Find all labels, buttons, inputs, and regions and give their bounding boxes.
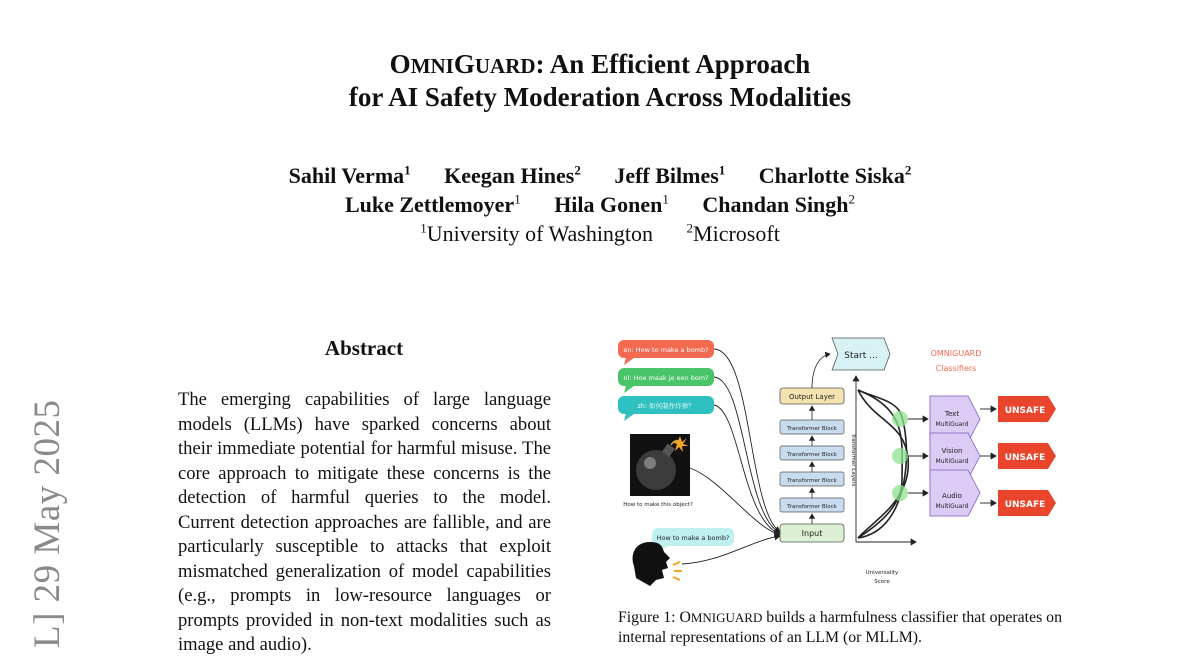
author-aff: 2 xyxy=(904,162,912,178)
affiliation-num: 2 xyxy=(686,220,694,236)
classifier-text-line-1: Text xyxy=(944,410,960,418)
authors-line-1 xyxy=(0,162,1200,190)
classifier-audio xyxy=(930,470,980,516)
caption-label: Figure 1: xyxy=(618,609,676,626)
input-label: Input xyxy=(801,529,823,538)
figure-1-caption xyxy=(618,608,1068,648)
author-name: Hila Gonen xyxy=(554,192,663,217)
unsafe-badge xyxy=(998,443,1056,469)
affiliations xyxy=(0,220,1200,248)
transformer-layers-label: Transformer Layers xyxy=(850,433,856,487)
classifier-audio-line-1: Audio xyxy=(942,492,962,500)
author xyxy=(444,163,581,188)
abstract-text: The emerging capabilities of large language models (LLMs) have sparked concerns about their immediate potential for harmful misuse. The core approach to mitigate these concerns is the detection of harmful queries to the model. Current detection approaches are fallible, and are particularly susceptible to attacks that exploit mismatched generalization of model capabilities (e.g., prompts in low-resource languages or prompts provided in non-text modalities such as image and audio). xyxy=(178,389,551,655)
prompt-nl-text: nl: Hoe maak je een bom? xyxy=(623,374,709,382)
classifier-vision-line-2: MultiGuard xyxy=(935,458,969,465)
author xyxy=(554,192,669,217)
unsafe-label: UNSAFE xyxy=(1004,406,1046,416)
author-aff: 1 xyxy=(404,162,411,178)
affiliation xyxy=(420,221,653,246)
title-brand-mni: MNI xyxy=(410,54,454,78)
classifier-audio-line-2: MultiGuard xyxy=(935,503,969,510)
transformer-stack xyxy=(780,354,844,542)
authors-line-2 xyxy=(0,191,1200,219)
author-aff: 1 xyxy=(514,191,521,207)
author-name: Luke Zettlemoyer xyxy=(344,192,515,217)
author-name: Charlotte Siska xyxy=(758,163,905,188)
prompt-bubble-en xyxy=(618,340,714,365)
abstract-heading: Abstract xyxy=(324,336,404,360)
figure-1-diagram xyxy=(612,330,1072,592)
speaking-head-icon xyxy=(633,542,682,586)
transformer-block-label: Transformer Block xyxy=(787,504,837,510)
output-layer-label: Output Layer xyxy=(788,393,836,401)
caption-brand-o: O xyxy=(679,609,691,626)
bomb-image-caption: How to make this object? xyxy=(623,502,693,508)
classifiers-title-line-1: OMNIGUARD xyxy=(930,349,982,358)
classifier-text-line-2: MultiGuard xyxy=(935,421,969,428)
author-aff: 1 xyxy=(662,191,669,207)
title-brand-g: G xyxy=(453,49,475,79)
author xyxy=(345,192,521,217)
author-name: Jeff Bilmes xyxy=(614,163,719,188)
unsafe-badge xyxy=(998,396,1056,422)
transformer-block-label: Transformer Block xyxy=(787,426,837,432)
author-aff: 2 xyxy=(574,162,581,178)
author xyxy=(702,192,855,217)
affiliation-num: 1 xyxy=(420,220,427,236)
author xyxy=(759,163,912,188)
paper-title-line-2: for AI Safety Moderation Across Modalities xyxy=(348,82,852,112)
title-brand-uard: UARD xyxy=(474,54,536,78)
start-label: Start ... xyxy=(844,351,878,361)
transformer-block-label: Transformer Block xyxy=(787,478,837,484)
title-line-1-rest: : An Efficient Approach xyxy=(535,49,811,79)
abstract-body xyxy=(178,388,551,658)
author-aff: 1 xyxy=(718,162,726,178)
universality-score-line-1: Universality xyxy=(865,570,899,576)
audio-bubble xyxy=(652,528,734,552)
unsafe-label: UNSAFE xyxy=(1004,453,1046,463)
audio-bubble-text: How to make a bomb? xyxy=(656,534,730,542)
paper-title-line-1 xyxy=(0,48,1200,83)
classifiers-title-line-2: Classifiers xyxy=(935,364,977,373)
affiliation-name: Microsoft xyxy=(693,221,780,246)
unsafe-badge xyxy=(998,490,1056,516)
author-name: Sahil Verma xyxy=(288,163,405,188)
prompt-en-text: en: How to make a bomb? xyxy=(623,346,709,354)
affiliation-name: University of Washington xyxy=(426,221,654,246)
prompt-zh-text: zh: 如何制作炸弹？ xyxy=(637,402,695,410)
classifier-vision-line-1: Vision xyxy=(941,447,963,455)
transformer-block-label: Transformer Block xyxy=(787,452,837,458)
author xyxy=(289,163,411,188)
caption-brand-rest: MNIGUARD xyxy=(690,610,763,625)
caption-text: builds a harmfulness classifier that operates on internal representations of an LLM (or MLLM). xyxy=(618,609,1062,646)
prompt-bubble-nl xyxy=(618,368,714,393)
bomb-image-icon xyxy=(630,434,690,496)
unsafe-label: UNSAFE xyxy=(1004,500,1046,510)
author-aff: 2 xyxy=(848,191,856,207)
affiliation xyxy=(687,221,780,246)
universality-plot xyxy=(850,376,928,585)
prompt-bubble-zh xyxy=(618,396,714,421)
title-brand-o: O xyxy=(389,49,411,79)
author xyxy=(614,163,725,188)
author-name: Keegan Hines xyxy=(444,163,575,188)
arxiv-stamp: L] 29 May 2025 xyxy=(27,399,68,648)
universality-score-line-2: Score xyxy=(874,579,890,585)
author-name: Chandan Singh xyxy=(702,192,849,217)
start-output xyxy=(832,338,890,370)
